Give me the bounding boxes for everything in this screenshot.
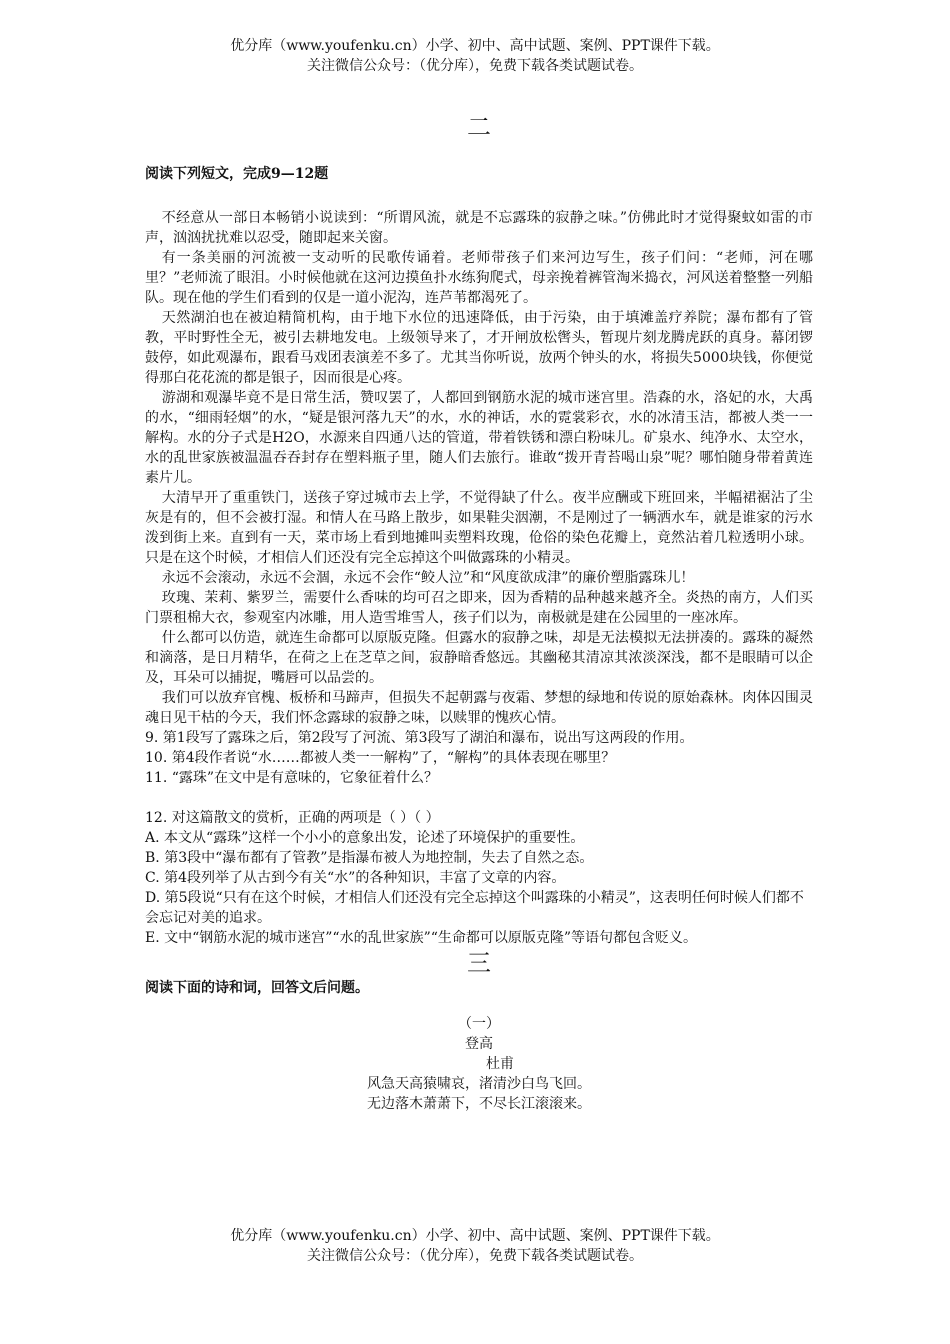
poem-line-2: 无边落木萧萧下，不尽长江滚滚来。 (367, 1096, 591, 1112)
option-d: D. 第5段说“只有在这个时候，才相信人们还没有完全忘掉这个叫露珠的小精灵”，这表明任何时候人们都不会忘记对美的追求。 (145, 890, 804, 926)
section-2-instruction: 阅读下列短文，完成9—12题 (145, 166, 329, 182)
poem-line-1: 风急天高猿啸哀，渚清沙白鸟飞回。 (367, 1076, 591, 1092)
header-line-1: 优分库（www.youfenku.cn）小学、初中、高中试题、案例、PPT课件下载。 (230, 38, 720, 54)
footer-line-1: 优分库（www.youfenku.cn）小学、初中、高中试题、案例、PPT课件下载。 (230, 1228, 720, 1244)
paragraph-6: 永远不会滚动，永远不会涸，永远不会作“鲛人泣”和“风度欲成津”的廉价塑脂露珠儿！ (161, 570, 695, 586)
question-11: 11. “露珠”在文中是有意味的，它象征着什么？ (145, 770, 439, 786)
poem-author: 杜甫 (486, 1056, 514, 1072)
option-a: A. 本文从“露珠”这样一个小小的意象出发，论述了环境保护的重要性。 (145, 830, 585, 846)
poem-number: （一） (458, 1016, 500, 1032)
paragraph-8: 什么都可以仿造，就连生命都可以原版克隆。但露水的寂静之味，却是无法模拟无法拼凑的。露珠的凝然和滴落，是日月精华，在荷之上在芝草之间，寂静暗香悠远。其幽秘其清凉其浓淡深浅，都不是眼睛可以企及，耳朵可以捕捉，嘴唇可以品尝的。 (145, 630, 813, 686)
option-e: E. 文中“钢筋水泥的城市迷宫”“水的乱世家族”“生命都可以原版克隆”等语句都包含贬义。 (145, 930, 698, 946)
question-12-stem: 12. 对这篇散文的赏析，正确的两项是（ ）（ ） (145, 810, 440, 826)
paragraph-5: 大清早开了重重铁门，送孩子穿过城市去上学，不觉得缺了什么。夜半应酬或下班回来，半幅裙裾沾了尘灰是有的，但不会被打湿。和情人在马路上散步，如果鞋尖洇潮，不是刚过了一辆洒水车，就是谁家的污水泼到街上来。直到有一天，菜市场上看到地摊叫卖塑料玫瑰，伧俗的染色花瓣上，竟然沾着几粒透明小球。只是在这个时候，才相信人们还没有完全忘掉这个叫做露珠的小精灵。 (145, 490, 813, 566)
option-b: B. 第3段中“瀑布都有了管教”是指瀑布被人为地控制，失去了自然之态。 (145, 850, 594, 866)
question-9: 9. 第1段写了露珠之后，第2段写了河流、第3段写了湖泊和瀑布，说出写这两段的作用。 (145, 730, 694, 746)
footer-line-2: 关注微信公众号：（优分库），免费下载各类试题试卷。 (307, 1248, 643, 1264)
paragraph-3: 天然湖泊也在被迫精简机构，由于地下水位的迅速降低，由于污染，由于填滩盖疗养院；瀑布都有了管教，平时野性全无，被引去耕地发电。上级领导来了，才开闸放松辔头，暂现片刻龙腾虎跃的真身。幕闭锣鼓停，如此观瀑布，跟看马戏团表演差不多了。尤其当你听说，放两个钟头的水，将损失5000块钱，你便觉得那白花花流的都是银子，因而很是心疼。 (145, 310, 813, 386)
section-title-3: 三 (467, 949, 491, 977)
page-header (0, 36, 950, 76)
paragraph-2: 有一条美丽的河流被一支动听的民歌传诵着。老师带孩子们来河边写生，孩子们问：“老师，河在哪里？”老师流了眼泪。小时候他就在这河边摸鱼扑水练狗爬式，母亲挽着裤管淘米捣衣，河风送着整整一列船队。现在他的学生们看到的仅是一道小泥沟，连芦苇都渴死了。 (145, 250, 813, 306)
poem-title: 登高 (465, 1036, 493, 1052)
page-footer (0, 1226, 950, 1266)
section-title-2: 二 (467, 113, 491, 141)
paragraph-4: 游湖和观瀑毕竟不是日常生活，赞叹罢了，人都回到钢筋水泥的城市迷宫里。浩森的水，洛妃的水，大禹的水，“细雨轻烟”的水，“疑是银河落九天”的水，水的神话，水的霓裳彩衣，水的冰清玉洁，都被人类一一解构。水的分子式是H2O，水源来自四通八达的管道，带着铁锈和漂白粉味儿。矿泉水、纯净水、太空水，水的乱世家族被温温吞吞封存在塑料瓶子里，随人们去旅行。谁敢“拨开青苔喝山泉”呢？哪怕随身带着黄连素片儿。 (145, 390, 813, 486)
document-body (145, 112, 813, 1114)
paragraph-9: 我们可以放弃官槐、板桥和马蹄声，但损失不起朝露与夜霜、梦想的绿地和传说的原始森林。肉体囚围灵魂日见干枯的今天，我们怀念露球的寂静之味，以赎罪的愧疚心情。 (145, 690, 813, 726)
paragraph-1: 不经意从一部日本畅销小说读到：“所谓风流，就是不忘露珠的寂静之味。”仿佛此时才觉得聚蚊如雷的市声，汹汹扰扰难以忍受，随即起来关窗。 (145, 210, 813, 246)
paragraph-7: 玫瑰、茉莉、紫罗兰，需要什么香味的均可召之即来，因为香精的品种越来越齐全。炎热的南方，人们买门票租棉大衣，参观室内冰雕，用人造雪堆雪人，孩子们以为，南极就是建在公园里的一座冰库。 (145, 590, 813, 626)
question-10: 10. 第4段作者说“水……都被人类一一解构”了，“解构”的具体表现在哪里？ (145, 750, 616, 766)
option-c: C. 第4段列举了从古到今有关“水”的各种知识，丰富了文章的内容。 (145, 870, 566, 886)
poem-block (145, 1014, 813, 1114)
section-3-instruction: 阅读下面的诗和词，回答文后问题。 (145, 980, 369, 996)
header-line-2: 关注微信公众号：（优分库），免费下载各类试题试卷。 (307, 58, 643, 74)
